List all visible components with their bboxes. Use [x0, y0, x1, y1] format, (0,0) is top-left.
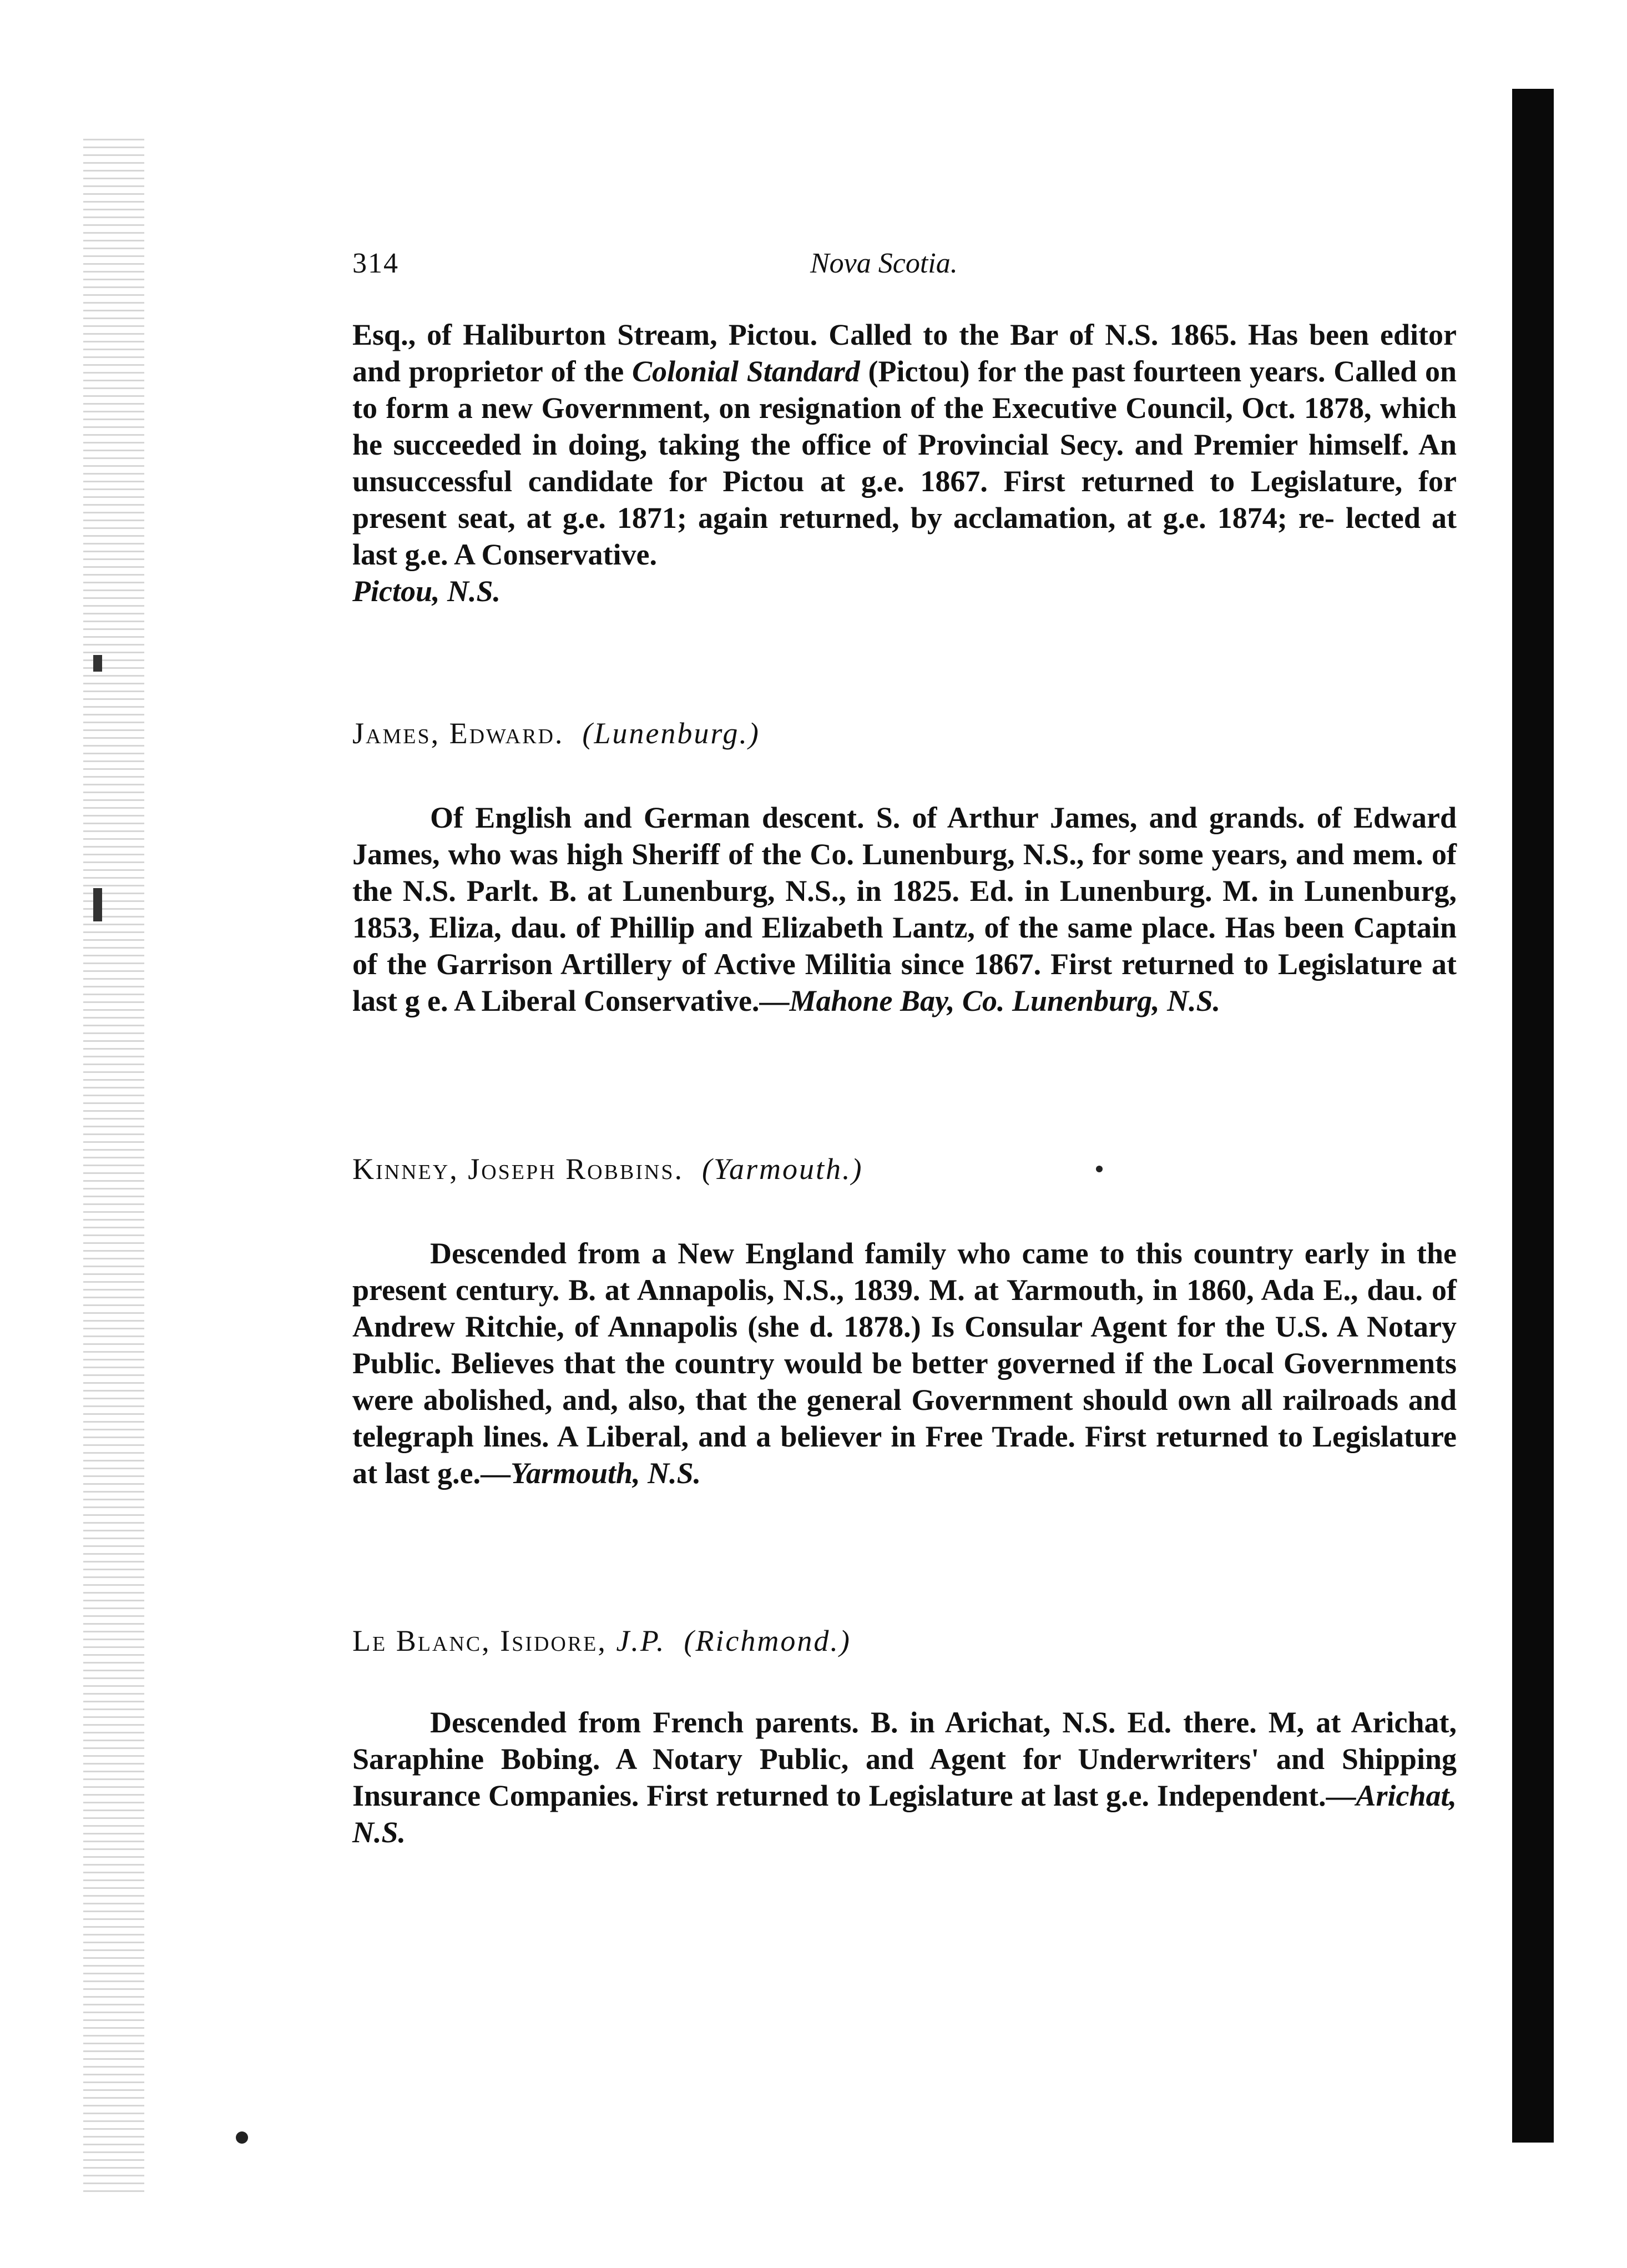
- scan-edge-bar: [1512, 89, 1554, 2143]
- running-title: Nova Scotia.: [810, 248, 958, 279]
- entry-body-text: Descended from French parents. B. in Arichat, N.S. Ed. there. M, at Arichat, Saraphine Bobing. A Notary Public, and Agent for Underwriters' and Shipping Insurance Companies. First returned to Legislature at last g.e. Independent.—: [352, 1706, 1457, 1812]
- entry-surname: Le Blanc,: [352, 1624, 491, 1657]
- entry-heading-leblanc: [352, 1624, 851, 1658]
- entry-address: Arichat, N.S.: [352, 1779, 1457, 1849]
- entry-address: Mahone Bay, Co. Lunenburg, N.S.: [789, 984, 1221, 1017]
- entry-constituency: (Yarmouth.): [701, 1152, 863, 1186]
- entry-surname: James,: [352, 717, 441, 750]
- ink-speck: [1096, 1166, 1103, 1172]
- ink-speck: [236, 2131, 248, 2144]
- continuation-paragraph: [352, 316, 1457, 609]
- entry-given-name: Joseph Robbins.: [468, 1152, 684, 1186]
- entry-constituency: (Lunenburg.): [582, 717, 760, 750]
- entry-address: Pictou, N.S.: [352, 574, 501, 608]
- entry-body-james: [352, 799, 1457, 1019]
- entry-body-text: Of English and German descent. S. of Arthur James, and grands. of Edward James, who was high Sheriff of the Co. Lunenburg, N.S., for some years, and mem. of the N.S. Parlt. B. at Lunenburg, N.S., in 1825. Ed. in Lunenburg. M. in Lunenburg, 1853, Eliza, dau. of Phillip and Elizabeth Lantz, of the same place. Has been Captain of the Garrison Artillery of Active Militia since 1867. First returned to Legislature at last g e. A Liberal Conservative.—: [352, 801, 1457, 1017]
- page-header: [352, 247, 1434, 286]
- entry-given-name: Isidore,: [500, 1624, 607, 1657]
- binding-edge-shadow: [83, 139, 144, 2193]
- entry-body-leblanc: [352, 1704, 1457, 1851]
- entry-heading-kinney: [352, 1152, 863, 1186]
- continuation-text: Esq., of Haliburton Stream, Pictou. Called to the Bar of N.S. 1865. Has been editor and proprietor of the: [352, 318, 1457, 388]
- newspaper-title: Colonial Standard: [631, 355, 860, 388]
- entry-title: J.P.: [616, 1624, 666, 1657]
- entry-body-kinney: [352, 1235, 1457, 1491]
- entry-heading-james: [352, 716, 760, 750]
- binding-mark: [93, 655, 102, 672]
- entry-surname: Kinney,: [352, 1152, 459, 1186]
- entry-address: Yarmouth, N.S.: [510, 1456, 701, 1490]
- entry-body-text: Descended from a New England family who came to this country early in the present century. B. at Annapolis, N.S., 1839. M. at Yarmouth, in 1860, Ada E., dau. of Andrew Ritchie, of Annapolis (she d. 1878.) Is Consular Agent for the U.S. A Notary Public. Believes that the country would be better governed if the Local Governments were abolished, and, also, that the general Government should own all railroads and telegraph lines. A Liberal, and a believer in Free Trade. First returned to Legislature at last g.e.—: [352, 1237, 1457, 1490]
- continuation-text-2: (Pictou) for the past fourteen years. Called on to form a new Government, on resignation of the Executive Council, Oct. 1878, which he succeeded in doing, taking the office of Provincial Secy. and Premier himself. An unsuccessful candidate for Pictou at g.e. 1867. First returned to Legislature, for present seat, at g.e. 1871; again returned, by acclamation, at g.e. 1874; re- lected at last g.e. A Conservative.: [352, 355, 1457, 571]
- entry-given-name: Edward.: [449, 717, 564, 750]
- page-number: 314: [352, 248, 399, 279]
- binding-mark: [93, 888, 102, 921]
- entry-constituency: (Richmond.): [684, 1624, 851, 1657]
